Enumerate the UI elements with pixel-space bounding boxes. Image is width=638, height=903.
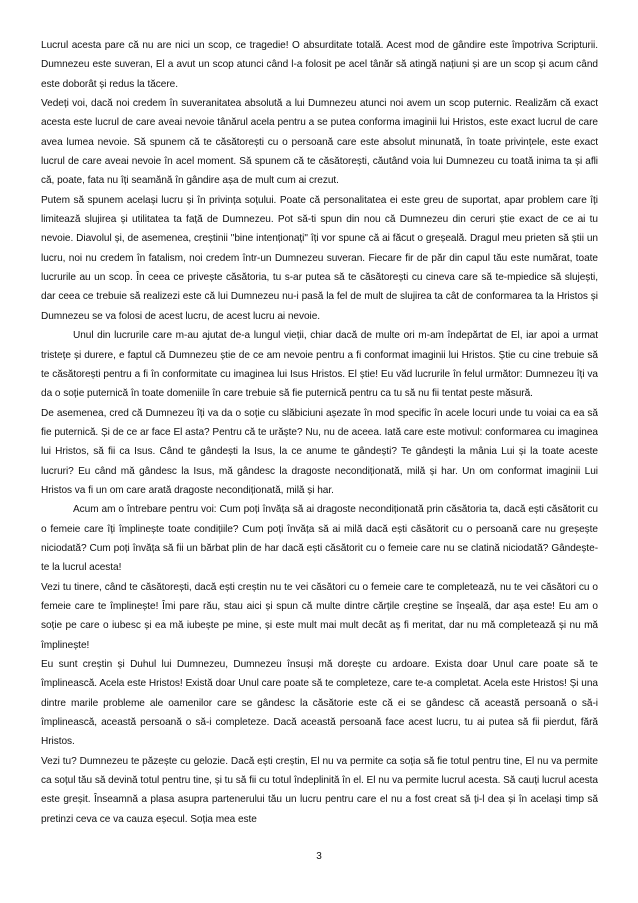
paragraph: Vezi tu? Dumnezeu te păzește cu gelozie. Dacă ești creștin, El nu va permite ca soția să fie totul pentru tine, El nu va permite ca soțul tău să devină totul pentru tine, și tu să fii cu totul îndeplinită în el. El nu va permite lucrul acesta. Să cauți lucrul acesta este greșit. Înseamnă a plasa asupra partenerului tău un lucru pentru care el nu a fost creat să ți-l dea și în același timp să pretinzi ceva ce va cauza eșecul. Soția mea este — [41, 755, 598, 825]
paragraph: Acum am o întrebare pentru voi: Cum poți învăța să ai dragoste necondiționată prin căsătoria ta, dacă ești căsătorit cu o femeie care îți împlinește toate condițiile? Cum poți învăța să ai milă dacă ești căsătorit cu o persoană care nu greșește niciodată? Cum poți învăța să fii un bărbat plin de har dacă ești căsătorit cu o femeie care nu se clatină niciodată? Gândește-te la lucrul acesta! — [41, 504, 598, 574]
paragraph: Eu sunt creștin și Duhul lui Dumnezeu, Dumnezeu însuși mă dorește cu ardoare. Exista doar Unul care poate să te împlinească. Acela este Hristos! Există doar Unul care poate să te completeze, care te-a completat. Acela este Hristos! Și una dintre marile probleme ale oamenilor care se gândesc la căsătorie este că ei se gândesc că această persoană o să-i împlinească, această persoană o să-i completeze. Dacă această persoană face acest lucru, tu ai putea să fii pierdut, fără Hristos. — [41, 659, 598, 748]
paragraph: Putem să spunem același lucru și în privința soțului. Poate că personalitatea ei este greu de suportat, apar problem care îți limitează slujirea și utilitatea ta față de Dumnezeu. Pot să-ti spun din nou că Dumnezeu din ceruri știe exact de ce ai tu nevoie. Diavolul și, de asemenea, creștinii "bine intenționați" îți vor spune că ai făcut o greșeală. Dragul meu prieten să știi un lucru, noi nu credem în fatalism, noi credem într-un Dumnezeu suveran. Fiecare fir de păr din capul tău este numărat, toate lucrurile au un scop. În ceea ce privește căsătoria, tu s-ar putea să te căsătorești cu cineva care să te-mpiedice să slujești, dar ceea ce trebuie să realizezi este că lui Dumnezeu nu-i pasă la fel de mult de slujirea ta cât de conformarea ta la Hristos și Dumnezeu se va folosi de acest lucru, de acest lucru ai nevoie. — [41, 194, 598, 322]
paragraph: Vezi tu tinere, când te căsătorești, dacă ești creștin nu te vei căsători cu o femeie care te completează, nu te vei căsători cu o femeie care te împlinește! Îmi pare rău, stau aici și spun că multe dintre cărțile creștine se înșeală, dar așa este! Eu am o soție pe care o iubesc și ea mă iubește pe mine, și este mult mai mult decât aș fi meritat, dar nu mă completează și nu mă împlinește! — [41, 581, 598, 651]
paragraph: De asemenea, cred că Dumnezeu îți va da o soție cu slăbiciuni așezate în mod specific în acele locuri unde tu voiai ca ea să fie puternică. Și de ce ar face El asta? Pentru că te urăște? Nu, nu de aceea. Iată care este motivul: conformarea cu imaginea lui Hristos, să fii ca Isus. Când te gândești la Isus, la ce anume te gândești? Te gândești la mânia Lui și la toate aceste lucruri? Eu când mă gândesc la Isus, mă gândesc la dragoste necondiționată, milă și har. Un om conformat imaginii Lui Hristos va fi un om care arată dragoste necondiționată, milă și har. — [41, 407, 598, 496]
paragraph: Unul din lucrurile care m-au ajutat de-a lungul vieții, chiar dacă de multe ori m-am îndepărtat de El, iar apoi a urmat tristețe și durere, e faptul că Dumnezeu știe de ce am nevoie pentru a fi conformat imaginii lui Hristos. Știe cu cine trebuie să te căsătorești pentru a fi în conformitate cu imaginea lui Isus Hristos. El știe! Eu văd lucrurile în felul următor: Dumnezeu îți va da o soție puternică în toate domeniile în care trebuie să fie puternică pentru ca tu să nu fii tentat peste măsură. — [41, 330, 598, 400]
paragraph: Lucrul acesta pare că nu are nici un scop, ce tragedie! O absurditate totală. Acest mod de gândire este împotriva Scripturii. Dumnezeu este suveran, El a avut un scop atunci când l-a folosit pe acel tânăr să atingă națiuni și are un scop și acum când este doborât și redus la tăcere. — [41, 40, 598, 90]
page-number: 3 — [316, 851, 322, 862]
paragraph: Vedeți voi, dacă noi credem în suveranitatea absolută a lui Dumnezeu atunci noi avem un scop puternic. Realizăm că exact acesta este lucrul de care aveai nevoie tânărul acela pentru a se putea conforma imaginii lui Hristos, este exact lucrul de care avea lumea nevoie. Să spunem că te căsătorești cu o persoană care este absolut minunată, în toate privințele, este exact lucrul de care aveai nevoie în acel moment. Să spunem că te căsătorești, căutând voia lui Dumnezeu cu toată inima ta și afli că, poate, fata nu îți seamănă în gândire așa de mult cum ai crezut. — [41, 98, 598, 187]
body-text — [41, 36, 598, 829]
